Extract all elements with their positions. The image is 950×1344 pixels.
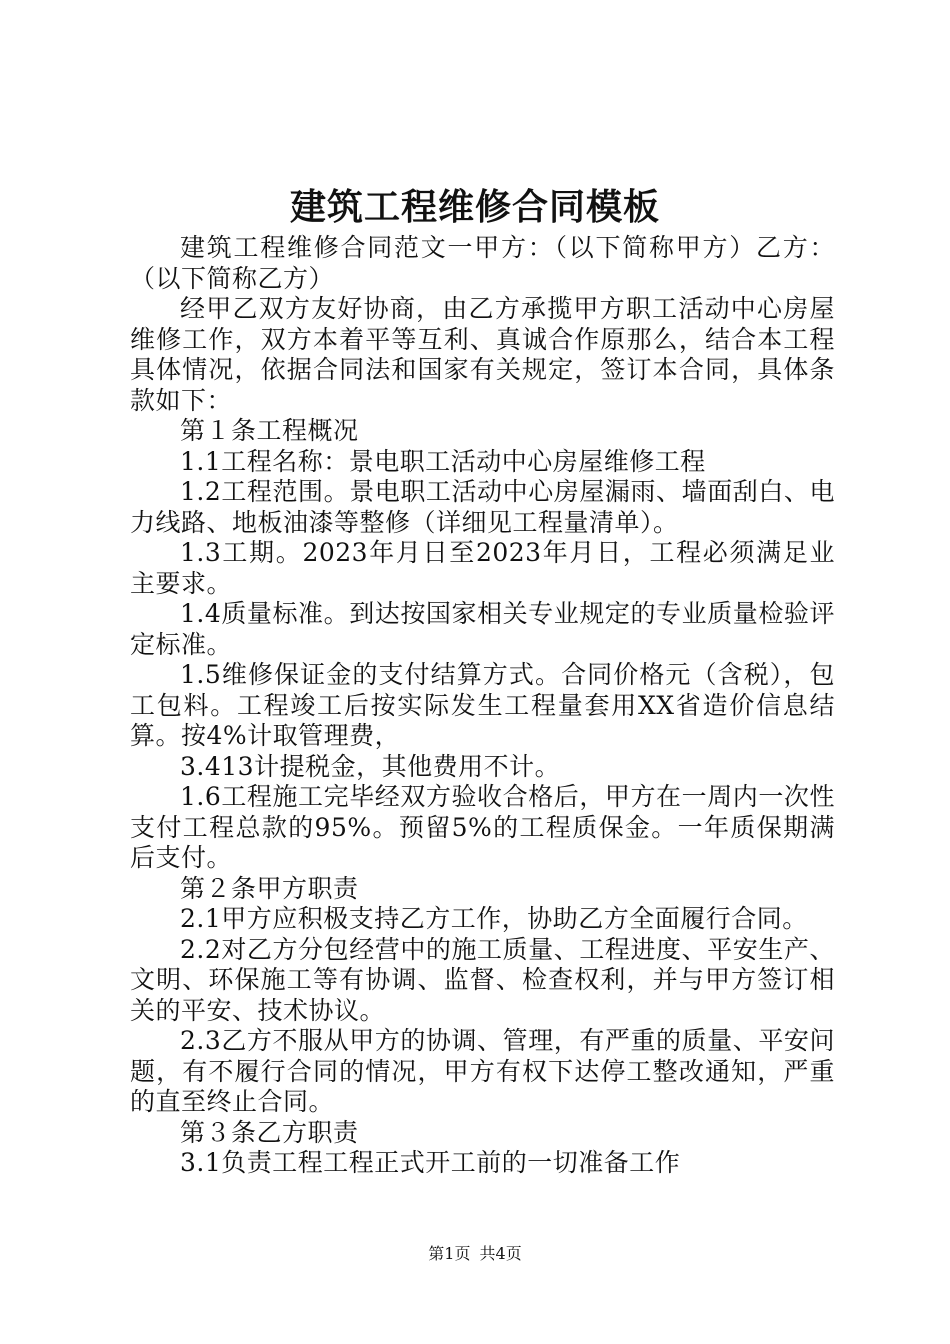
paragraph: 1.5维修保证金的支付结算方式。合同价格元（含税），包工包料。工程竣工后按实际发生工程量套用XX省造价信息结算。按4%计取管理费， [130,660,835,750]
paragraph: 1.6工程施工完毕经双方验收合格后，甲方在一周内一次性支付工程总款的95%。预留5%的工程质保金。一年质保期满后支付。 [130,782,835,872]
paragraph: 1.2工程范围。景电职工活动中心房屋漏雨、墙面刮白、电力线路、地板油漆等整修（详细见工程量清单）。 [130,477,835,537]
paragraph: 2.2对乙方分包经营中的施工质量、工程进度、平安生产、文明、环保施工等有协调、监督、检查权利，并与甲方签订相关的平安、技术协议。 [130,934,835,1025]
paragraph: 建筑工程维修合同范文一甲方：（以下简称甲方）乙方：（以下简称乙方） [130,233,835,293]
document-body [130,233,835,1179]
paragraph: 3.413计提税金，其他费用不计。 [180,751,561,781]
paragraph: 1.3工期。2023年月日至2023年月日，工程必须满足业主要求。 [130,538,835,598]
paragraph: 2.3乙方不服从甲方的协调、管理，有严重的质量、平安问题，有不履行合同的情况，甲方有权下达停工整改通知，严重的直至终止合同。 [130,1026,835,1116]
paragraph: 2.1甲方应积极支持乙方工作，协助乙方全面履行合同。 [180,904,808,933]
page-number: 第1页 [428,1244,471,1263]
section-heading: 第１条工程概况 [180,416,359,445]
section-heading: 第３条乙方职责 [180,1117,359,1147]
page-total: 共4页 [479,1244,522,1263]
section-heading: 第２条甲方职责 [180,873,359,903]
paragraph: 3.1负责工程工程正式开工前的一切准备工作 [180,1148,681,1177]
paragraph: 1.1工程名称：景电职工活动中心房屋维修工程 [180,446,706,476]
paragraph: 经甲乙双方友好协商，由乙方承揽甲方职工活动中心房屋维修工作，双方本着平等互利、真诚合作原那么，结合本工程具体情况，依据合同法和国家有关规定，签订本合同，具体条款如下： [130,294,835,415]
paragraph: 1.4质量标准。到达按国家相关专业规定的专业质量检验评定标准。 [130,599,835,659]
page-footer [0,1243,950,1265]
document-title: 建筑工程维修合同模板 [289,186,660,228]
